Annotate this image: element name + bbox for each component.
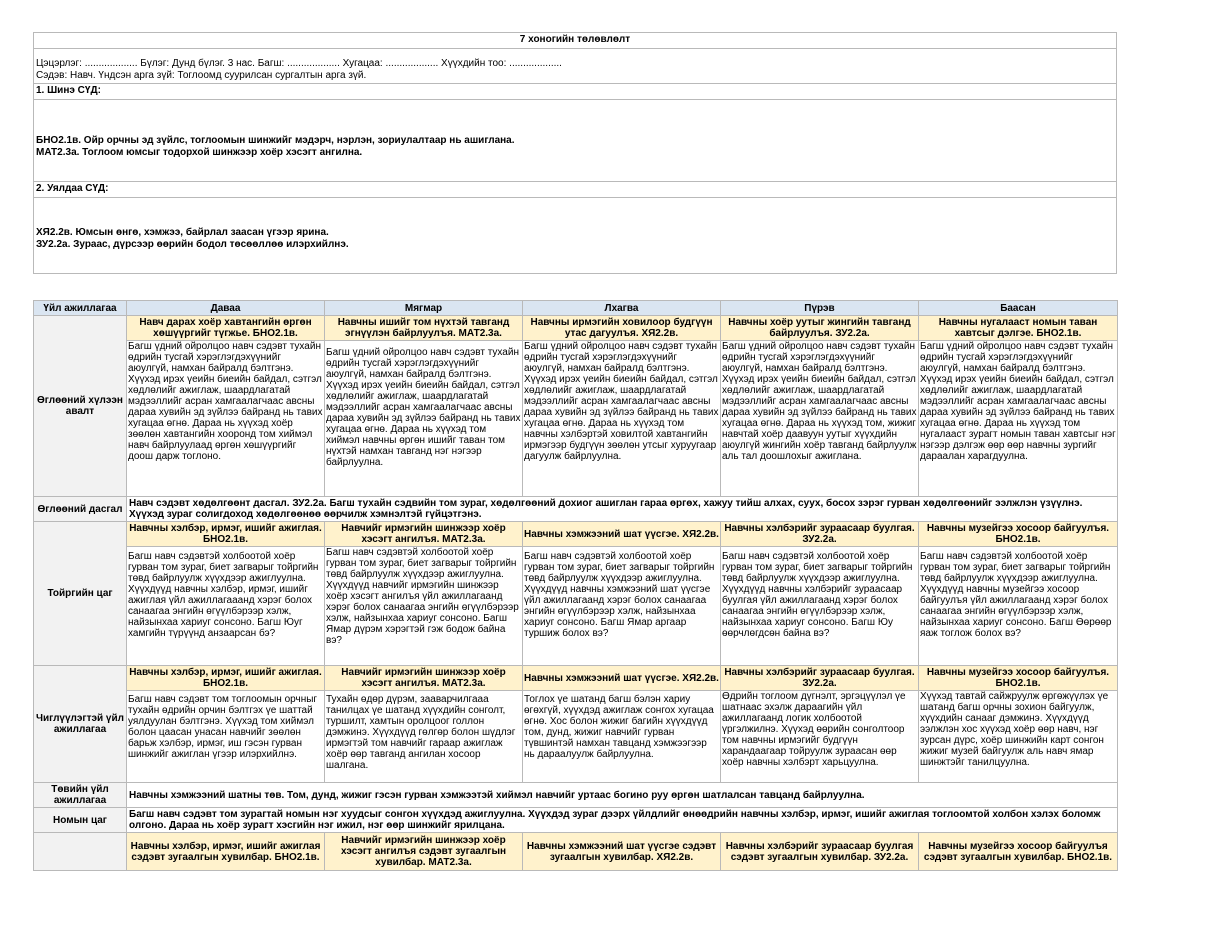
plan-title: 7 хоногийн төлөвлөлт [34,33,1117,49]
col-thursday: Пүрэв [721,301,919,316]
guided-detail: Тоглох үе шатанд багш бэлэн хариу өгөхгүй, хүүхдэд ажиглаж сонгох хугацаа өгнө. Хос болон жижиг багийн хүүхдүүд том, дунд, жижиг навчийг гурван түвшинтэй намхан тавцанд хэмжээгээр нь дараалуулж байрлуулна. [524,694,714,760]
section-related-goals: 2. Уялдаа СҮД: [34,182,1117,198]
col-friday: Баасан [919,301,1118,316]
guided-detail-row [34,691,1118,783]
guided-topic: Навчны хэлбэрийг зураасаар буулгая. ЗУ2.2а. [721,666,919,691]
info-line-2: Сэдэв: Навч. Үндсэн арга зүй: Тоглоомд суурилсан сургалтын арга зүй. [36,70,367,81]
book-text: Багш навч сэдэвт том зурагтай номын нэг хуудсыг сонгон хүүхдэд ажиглуулна. Хүүхдэд зураг дээрх үйлдлийг өнөөдрийн навчны хэлбэр, ирмэг, ишийг ажиглая тоглоомтой холбон хэлэх боломж олгоно. Дараа нь хоёр зурагт хэсгийн нэг ижил, нэг өөр шинжийг ярилцана. [127,808,1118,833]
circle-topic: Навчны музейгээ хосоор байгуулъя. БНО2.1в. [919,522,1118,547]
circle-detail: Багш навч сэдэвтэй холбоотой хоёр гурван том зураг, биет загварыг тойргийн төвд байрлуулж хүүхдээр ажиглуулна. Хүүхдүүд навчны хэлбэрийг зураасаар буулгая үйл ажиллагаанд хэрэг болох санаагаа энгийн өгүүлбэрээр хэлж, найзынхаа хариуг сонсоно. Багш Юу өөрчлөгдсөн байна вэ? [722,551,913,639]
circle-topic: Навчны хэмжээний шат үүсгэе. ХЯ2.2в. [523,522,721,547]
goal-2a: ХЯ2.2в. Юмсын өнгө, хэмжээ, байрлал заасан үгээр ярина. [36,227,329,238]
circle-detail: Багш навч сэдэвтэй холбоотой хоёр гурван том зураг, биет загварыг тойргийн төвд байрлуулж хүүхдээр ажиглуулна. Хүүхдүүд навчны хэмжээний шат үүсгэе үйл ажиллагаанд хэрэг болох санаагаа энгийн өгүүлбэрээр хэлж, найзынхаа хариуг сонсоно. Багш Ямар аргаар туршиж болох вэ? [524,551,715,639]
morning-detail: Багш үдний ойролцоо навч сэдэвт тухайн өдрийн тусгай хэрэглэгдэхүүнийг аюулгүй, намхан байралд бэлтгэнэ. Хүүхэд ирэх үеийн биеийн байдал, сэтгэл хөдлөлийг ажиглаж, шаардлагатай мэдээллийг асран хамгаалагчаас авсны дараа хувийн эд зүйлээ байранд нь тавих хугацаа өгнө. Дараа нь хүүхэд том нугалааст зурагт номын таван хавтсыг нэг нэгээр дэлгэж өөр өөр навчны зургийг дараалан харагдуулна. [920,341,1116,462]
center-row [34,783,1118,808]
morning-detail: Багш үдний ойролцоо навч сэдэвт тухайн өдрийн тусгай хэрэглэгдэхүүнийг аюулгүй, намхан байралд бэлтгэнэ. Хүүхэд ирэх үеийн биеийн байдал, сэтгэл хөдлөлийг ажиглаж, шаардлагатай мэдээллийг асран хамгаалагчаас авсны дараа хувийн эд зүйлээ байранд нь тавих хугацаа өгнө. Дараа нь хүүхэд том хиймэл навчны өргөн ишийг таван том нүхтэй намхан тавганд нэг нэгээр байрлуулна. [326,347,521,468]
morning-topic: Навчны ишийг том нүхтэй тавганд эгнүүлэн байрлуулъя. МАТ2.3а. [325,316,523,341]
col-tuesday: Мягмар [325,301,523,316]
plan-sheet [33,32,1117,871]
new-goals [34,100,1117,182]
grid-header-row [34,301,1118,316]
circle-detail: Багш навч сэдэвтэй холбоотой хоёр гурван том зураг, биет загварыг тойргийн төвд байрлуулж хүүхдээр ажиглуулна. Хүүхдүүд навчийг ирмэгийн шинжээр хоёр хэсэгт ангилъя үйл ажиллагаанд хэрэг болох санаагаа энгийн өгүүлбэрээр хэлж, найзынхаа хариуг сонсоно. Багш Ямар дүрэм хэрэгтэй гэж бодож байна вэ? [326,547,519,646]
circle-topic: Навчны хэлбэр, ирмэг, ишийг ажиглая. БНО2.1в. [127,522,325,547]
book-row [34,808,1118,833]
circle-detail-row [34,547,1118,666]
goal-1a: БНО2.1в. Ойр орчны эд зүйлс, тоглоомын шинжийг мэдэрч, нэрлэн, зориулалтаар нь ашиглана. [36,135,515,146]
guided-topic-row [34,666,1118,691]
outdoor-topic: Навчны хэмжээний шат үүсгэе сэдэвт зугаалгын хувилбар. ХЯ2.2в. [523,833,721,871]
outdoor-topic: Навчны хэлбэрийг зураасаар буулгая сэдэвт зугаалгын хувилбар. ЗУ2.2а. [721,833,919,871]
section-new-goals: 1. Шинэ СҮД: [34,84,1117,100]
morning-detail: Багш үдний ойролцоо навч сэдэвт тухайн өдрийн тусгай хэрэглэгдэхүүнийг аюулгүй, намхан байралд бэлтгэнэ. Хүүхэд ирэх үеийн биеийн байдал, сэтгэл хөдлөлийг ажиглаж, шаардлагатай мэдээллийг асран хамгаалагчаас авсны дараа хувийн эд зүйлээ байранд нь тавих хугацаа өгнө. Дараа нь хүүхэд хоёр зөөлөн хавтангийн хооронд том хиймэл навч байрлуулаад өргөн хөшүүргийг доош дарж тоглоно. [128,341,323,462]
circle-topic: Навчийг ирмэгийн шинжээр хоёр хэсэгт ангилъя. МАТ2.3а. [325,522,523,547]
guided-detail: Өдрийн тоглоом дүгнэлт, эргэцүүлэл үе шатнаас эхэлж дараагийн үйл ажиллагаанд логик холбоотой үргэлжилнэ. Хүүхэд өөрийн сонголтоор том навчны ирмэгийг будгүүн харандаагаар тойруулж зураасан өөр хоёр навчны хэлбэрт харьцуулна. [722,691,906,768]
center-text: Навчны хэмжээний шатны төв. Том, дунд, жижиг гэсэн гурван хэмжээтэй хиймэл навчийг уртаас богино руу өргөн шатлалсан тавцанд байрлуулна. [127,783,1118,808]
goal-1b: МАТ2.3а. Тоглоом юмсыг тодорхой шинжээр хоёр хэсэгт ангилна. [36,147,363,158]
col-monday: Даваа [127,301,325,316]
center-label: Төвийн үйл ажиллагаа [34,783,127,808]
guided-topic: Навчны музейгээ хосоор байгуулъя. БНО2.1в. [919,666,1118,691]
related-goals [34,198,1117,274]
morning-topic: Навчны ирмэгийн ховилоор будгүүн утас дагуулъя. ХЯ2.2в. [523,316,721,341]
col-wednesday: Лхагва [523,301,721,316]
col-activity: Үйл ажиллагаа [34,301,127,316]
guided-topic: Навчны хэлбэр, ирмэг, ишийг ажиглая. БНО2.1в. [127,666,325,691]
exercise-row [34,497,1118,522]
guided-topic: Навчны хэмжээний шат үүсгэе. ХЯ2.2в. [523,666,721,691]
morning-detail: Багш үдний ойролцоо навч сэдэвт тухайн өдрийн тусгай хэрэглэгдэхүүнийг аюулгүй, намхан байралд бэлтгэнэ. Хүүхэд ирэх үеийн биеийн байдал, сэтгэл хөдлөлийг ажиглаж, шаардлагатай мэдээллийг асран хамгаалагчаас авсны дараа хувийн эд зүйлээ байранд нь тавих хугацаа өгнө. Дараа нь хүүхэд том, жижиг навчтай хоёр даавуун уутыг хүүхдийн аюулгүй жингийн хоёр тавганд байрлуулж аль тал доошлохыг ажиглана. [722,341,917,462]
morning-topic-row [34,316,1118,341]
morning-detail: Багш үдний ойролцоо навч сэдэвт тухайн өдрийн тусгай хэрэглэгдэхүүнийг аюулгүй, намхан байралд бэлтгэнэ. Хүүхэд ирэх үеийн биеийн байдал, сэтгэл хөдлөлийг ажиглаж, шаардлагатай мэдээллийг асран хамгаалагчаас авсны дараа хувийн эд зүйлээ байранд нь тавих хугацаа өгнө. Дараа нь хүүхэд том навчны хэлбэртэй ховилтой хавтангийн ирмэгээр будгүүн зөөлөн утсыг хуруугаар дагуулж байрлуулна. [524,341,719,462]
plan-header [33,32,1117,274]
exercise-label: Өглөөний дасгал [34,497,127,522]
circle-topic-row [34,522,1118,547]
outdoor-row [34,833,1118,871]
goal-2b: ЗУ2.2а. Зураас, дүрсээр өөрийн бодол төсөөллөө илэрхийлнэ. [36,239,349,250]
info-line-1: Цэцэрлэг: ................... Бүлэг: Дунд бүлэг. 3 нас. Багш: ................... Хугацаа: ................... Хүүхдийн тоо: ................... [36,58,562,69]
circle-topic: Навчны хэлбэрийг зураасаар буулгая. ЗУ2.2а. [721,522,919,547]
guided-detail: Тухайн өдөр дүрэм, зааварчилгааа танилцах үе шатанд хүүхдийн сонголт, туршилт, хамтын оролцоог голлон дэмжинэ. Хүүхдүүд гөлгөр болон шүдлэг ирмэгтэй том навчийг гараар ажиглаж хоёр өөр тавганд ангилан хосоор шалгана. [326,694,516,771]
exercise-text: Навч сэдэвт хөдөлгөөнт дасгал. ЗУ2.2а. Багш тухайн сэдвийн том зураг, хөдөлгөөний дохиог ашиглан гараа өргөх, хажуу тийш алхах, суух, босох зэрэг гурван хөдөлгөөнийг ээлжлэн үзүүлнэ. Хүүхэд зураг солигдоход хөдөлгөөнөө өөрчилж хэмнэлтэй гүйцэтгэнэ. [127,497,1118,522]
book-label: Номын цаг [34,808,127,833]
weekly-grid [33,300,1118,871]
morning-detail-row [34,341,1118,497]
morning-topic: Навчны хоёр уутыг жингийн тавганд байрлуулъя. ЗУ2.2а. [721,316,919,341]
guided-label: Чиглүүлэгтэй үйл ажиллагаа [34,666,127,783]
morning-label: Өглөөний хүлээн авалт [34,316,127,497]
plan-info [34,49,1117,84]
guided-detail: Багш навч сэдэвт том тоглоомын орчныг тухайн өдрийн орчин бэлтгэх үе шаттай уялдуулан бэлтгэнэ. Хүүхэд том хиймэл болон цаасан унасан навчийг зөөлөн барьж хэлбэр, ирмэг, иш гэсэн гурван шинжийг ажиглан үгээр илэрхийлнэ. [128,694,318,760]
guided-detail: Хүүхэд тавтай сайжруулж өргөжүүлэх үе шатанд багш орчны зохион байгуулж, хүүхдийн санааг дэмжинэ. Хүүхдүүд ээлжлэн хос хүүхэд хоёр өөр навч, нэг зурсан дүрс, хоёр шинжийн карт сонгон жижиг музей байгуулж аль навч ямар шинжтэйг танилцуулна. [920,691,1109,768]
circle-label: Тойргийн цаг [34,522,127,666]
outdoor-label [34,833,127,871]
morning-topic: Навч дарах хоёр хавтангийн өргөн хөшүүргийг түгжье. БНО2.1в. [127,316,325,341]
guided-topic: Навчийг ирмэгийн шинжээр хоёр хэсэгт ангилъя. МАТ2.3а. [325,666,523,691]
outdoor-topic: Навчийг ирмэгийн шинжээр хоёр хэсэгт ангилъя сэдэвт зугаалгын хувилбар. МАТ2.3а. [325,833,523,871]
circle-detail: Багш навч сэдэвтэй холбоотой хоёр гурван том зураг, биет загварыг тойргийн төвд байрлуулж хүүхдээр ажиглуулна. Хүүхдүүд навчны хэлбэр, ирмэг, ишийг ажиглая үйл ажиллагааанд хэрэг болох санаагаа энгийн өгүүлбэрээр хэлж, найзынхаа хариуг сонсоно. Багш Юуг хамгийн түрүүнд анзаарсан бэ? [128,551,319,639]
outdoor-topic: Навчны хэлбэр, ирмэг, ишийг ажиглая сэдэвт зугаалгын хувилбар. БНО2.1в. [127,833,325,871]
outdoor-topic: Навчны музейгээ хосоор байгуулъя сэдэвт зугаалгын хувилбар. БНО2.1в. [919,833,1118,871]
circle-detail: Багш навч сэдэвтэй холбоотой хоёр гурван том зураг, биет загварыг тойргийн төвд байрлуулж хүүхдээр ажиглуулна. Хүүхдүүд навчны музейгээ хосоор байгуулъя үйл ажиллагаанд хэрэг болох санаагаа энгийн өгүүлбэрээр хэлж, найзынхаа хариуг сонсоно. Багш Өөрөөр яаж тоглож болох вэ? [920,551,1112,639]
morning-topic: Навчны нугалааст номын таван хавтсыг дэлгэе. БНО2.1в. [919,316,1118,341]
